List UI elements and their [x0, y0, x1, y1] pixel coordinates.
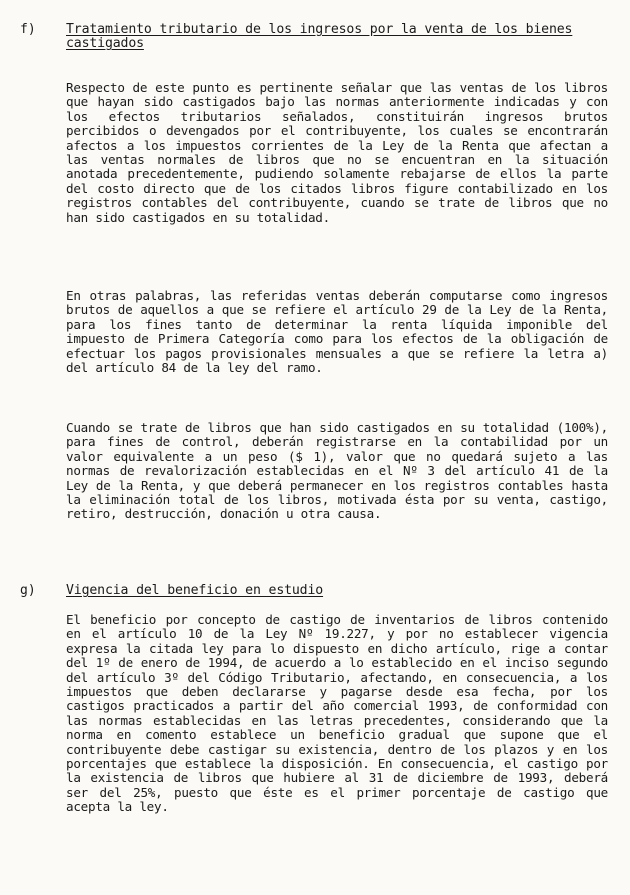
section-f-paragraph-3: Cuando se trate de libros que han sido castigados en su totalidad (100%), para fines de control, deberán registrarse en la contabilidad por un valor equivalente a un peso ($ 1), valor que no quedará sujeto a las normas de revalorización establecidas en el Nº 3 del artículo 41 de la Ley de la Renta, y que deberá permanecer en los registros contables hasta la eliminación total de los libros, motivada ésta por su venta, castigo, retiro, destrucción, donación u otra causa.	[66, 420, 608, 522]
section-f-marker: f)	[20, 22, 36, 37]
section-g-marker: g)	[20, 583, 36, 598]
section-f-paragraph-1: Respecto de este punto es pertinente señalar que las ventas de los libros que hayan sido castigados bajo las normas anteriormente indicadas y con los efectos tributarios señalados, constituirán ingresos brutos percibidos o devengados por el contribuyente, los cuales se encontrarán afectos a los impuestos corrientes de la Ley de la Renta que afectan a las ventas normales de libros que no se encuentran en la situación anotada precedentemente, pudiendo solamente rebajarse de ellos la parte del costo directo que de los citados libros figure contabilizado en los registros contables del contribuyente, cuando se trate de libros que no han sido castigados en su totalidad.	[66, 80, 608, 225]
section-f-heading: Tratamiento tributario de los ingresos por la venta de los bienes castigados	[66, 22, 573, 51]
section-g-paragraph-1: El beneficio por concepto de castigo de inventarios de libros contenido en el artículo 10 de la Ley Nº 19.227, y por no establecer vigencia expresa la citada ley para lo dispuesto en dicho artículo, rige a contar del 1º de enero de 1994, de acuerdo a lo establecido en el inciso segundo del artículo 3º del Código Tributario, afectando, en consecuencia, a los impuestos que deben declararse y pagarse desde esa fecha, por los castigos practicados a partir del año comercial 1993, de conformidad con las normas establecidas en las letras precedentes, considerando que la norma en comento establece un beneficio gradual que supone que el contribuyente debe castigar su existencia, dentro de los plazos y en los porcentajes que establece la disposición. En consecuencia, el castigo por la existencia de libros que hubiere al 31 de diciembre de 1993, deberá ser del 25%, puesto que éste es el primer porcentaje de castigo que acepta la ley.	[66, 612, 608, 815]
section-g-heading: Vigencia del beneficio en estudio	[66, 583, 324, 598]
section-f-paragraph-2: En otras palabras, las referidas ventas deberán computarse como ingresos brutos de aquellos a que se refiere el artículo 29 de la Ley de la Renta, para los fines tanto de determinar la renta líquida imponible del impuesto de Primera Categoría como para los efectos de la obligación de efectuar los pagos provisionales mensuales a que se refiere la letra a) del artículo 84 de la ley del ramo.	[66, 288, 608, 376]
